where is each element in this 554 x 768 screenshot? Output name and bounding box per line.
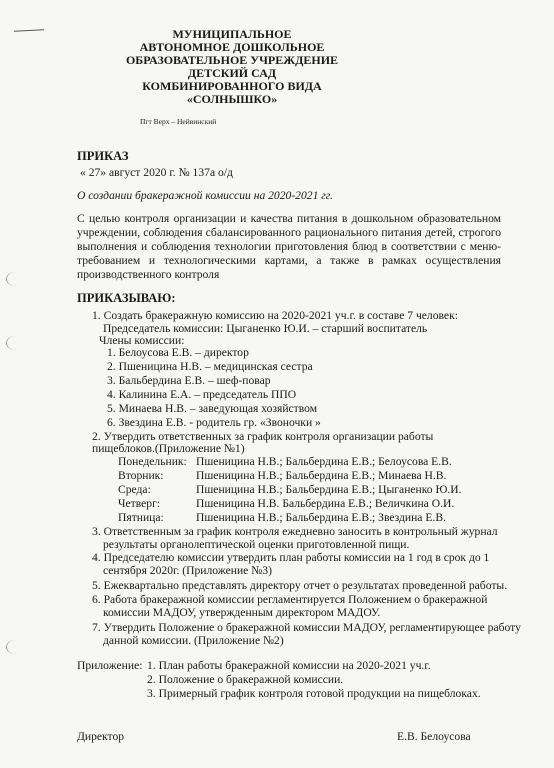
appendix-item: 3. Примерный график контроля готовой продукции на пищеблоках. [147,687,481,700]
org-name-line: ДЕТСКИЙ САД [187,66,277,80]
signature-name: Е.В. Белоусова [397,730,471,743]
scan-mark [14,29,44,32]
schedule-list: Пшеницина Н.В.; Бальбердина Е.В.; Белоусова Е.В. [196,455,452,468]
org-name-line: КОМБИНИРОВАННОГО ВИДА [142,79,322,93]
schedule-day: Вторник: [118,469,164,482]
item-5: 5. Ежеквартально представлять директору отчет о результатах проведенной работы. [92,579,508,592]
appendix-item: 1. План работы бракеражной комиссии на 2020-2021 уч.г. [147,659,431,672]
org-name-line: АВТОНОМНОЕ ДОШКОЛЬНОЕ [139,40,325,54]
item-1: 1. Создать бракеражную комиссию на 2020-2021 уч.г. в составе 7 человек: [92,309,458,322]
item-2-line-1: 2. Утвердить ответственных за график контроля организации работы [92,430,434,443]
schedule-list: Пшеницина Н.В.; Бальбердина Е.В.; Цыганенко Ю.И. [196,483,462,496]
member-item: 1. Белоусова Е.В. – директор [107,346,249,359]
item-4-line-1: 4. Председателю комиссии утвердить план работы комиссии на 1 год в срок до 1 [92,551,490,564]
order-subject: О создании бракеражной комиссии на 2020-2021 гг. [77,189,334,202]
punch-hole [6,272,25,286]
member-item: 4. Калинина Е.А. – председатель ППО [107,388,297,401]
item-2-line-2: пищеблоков.(Приложение №1) [92,442,245,455]
org-name-line: «СОЛНЫШКО» [186,92,278,106]
item-6-line-1: 6. Работа бракеражной комиссии регламентируется Положением о бракеражной [92,593,488,606]
schedule-day: Понедельник: [118,455,187,468]
order-date-number: « 27» август 2020 г. № 137а о/д [80,166,233,179]
org-name-line: ОБРАЗОВАТЕЛЬНОЕ УЧРЕЖДЕНИЕ [125,53,339,67]
punch-hole [6,336,25,350]
order-decree: ПРИКАЗЫВАЮ: [77,291,176,305]
signature-role: Директор [77,730,125,743]
appendix-item: 2. Положение о бракеражной комиссии. [147,673,344,686]
item-4-line-2: сентября 2020г. (Приложение №3) [103,564,272,577]
item-7-line-1: 7. Утвердить Положение о бракеражной комиссии МАДОУ, регламентирующее работу [92,621,521,634]
org-name-line: МУНИЦИПАЛЬНОЕ [172,27,292,41]
member-item: 3. Бальбердина Е.В. – шеф-повар [107,374,271,387]
item-6-line-2: комиссии МАДОУ, утвержденным директором МАДОУ. [103,606,381,619]
member-item: 6. Звездина Е.В. - родитель гр. «Звоночки » [107,416,321,429]
item-3-line-1: 3. Ответственным за график контроля ежедневно заносить в контрольный журнал [92,525,498,538]
schedule-day: Пятница: [118,511,164,524]
item-7-line-2: данной комиссии. (Приложение №2) [103,634,284,647]
schedule-list: Пшеницина Н.В.; Бальбердина Е.В.; Звездина Е.В. [196,511,446,524]
members-label: Члены комиссии: [99,334,185,347]
item-3-line-2: результаты органолептической оценки приготовленной пищи. [103,538,410,551]
commission-chair: Председатель комиссии: Цыганенко Ю.И. – старший воспитатель [103,322,428,335]
member-item: 2. Пшеницина Н.В. – медицинская сестра [107,360,313,373]
schedule-day: Четверг: [118,497,161,510]
schedule-day: Среда: [118,483,151,496]
order-title: ПРИКАЗ [77,149,129,163]
schedule-list: Пшеницина Н.В. Бальбердина Е.В.; Величкина О.И. [196,497,455,510]
member-item: 5. Минаева Н.В. – заведующая хозяйством [107,402,318,415]
org-location: Пгт Верх – Нейвинский [140,117,217,126]
appendix-label: Приложение: [77,659,143,672]
order-preamble: С целью контроля организации и качества питания в дошкольном образовательном учреждении, соблюдения сбалансированного рационального питания детей, строгого выполнения и соблюдения технологии приготовления блюд в соответствии с меню-требованием и технологическими картами, а также в рамках осуществления производственного контроля [77,212,501,281]
punch-hole [6,640,25,654]
schedule-list: Пшеницина Н.В.; Бальбердина Е.В.; Минаева Н.В. [196,469,447,482]
